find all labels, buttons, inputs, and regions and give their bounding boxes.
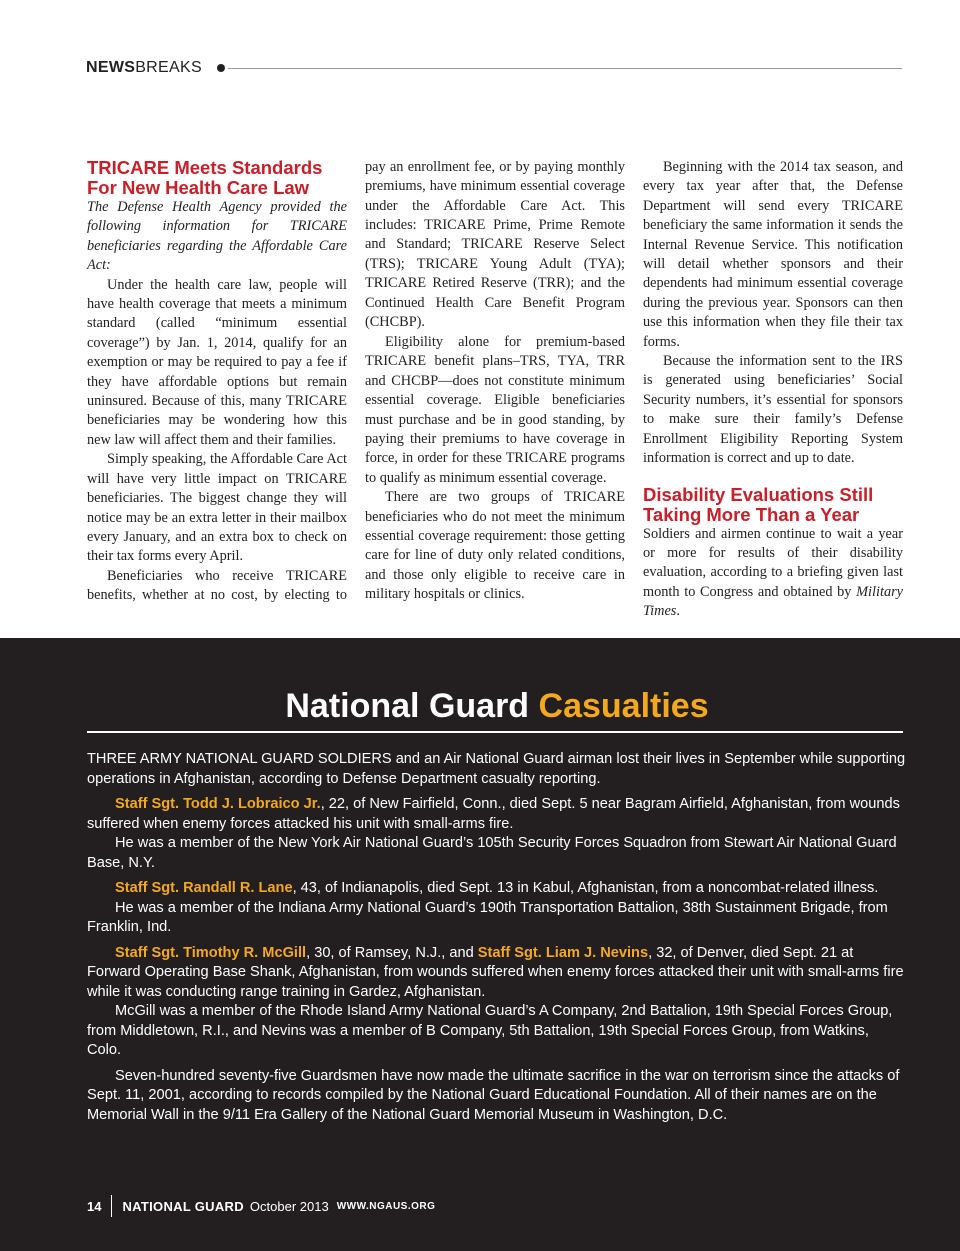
casualties-title: National Guard Casualties bbox=[285, 687, 709, 725]
page-number: 14 bbox=[87, 1198, 102, 1214]
footer-divider bbox=[111, 1195, 112, 1217]
casualty-entry: Staff Sgt. Todd J. Lobraico Jr., 22, of New Fairfield, Conn., died Sept. 5 near Bagram Airfield, Afghanistan, from wounds suffered when enemy forces attacked his unit with small-arms fire. bbox=[87, 796, 900, 832]
disability-heading: Disability Evaluations Still Taking More Than a Year bbox=[643, 483, 874, 525]
magazine-name: NATIONAL GUARD bbox=[122, 1198, 244, 1214]
page-footer bbox=[87, 1194, 435, 1218]
tricare-paragraph: There are two groups of TRICARE beneficiaries who do not meet the minimum essential coverage requirement: those getting care for line of duty only related conditions, and those only eligible to receive care in military hospitals or clinics. bbox=[365, 489, 625, 603]
tricare-paragraph: Simply speaking, the Affordable Care Act will have very little impact on TRICARE beneficiaries. The biggest change they will notice may be an extra letter in their mailbox every January, and an extra box to check on their tax forms every April. bbox=[87, 451, 347, 565]
tricare-intro: The Defense Health Agency provided the following information for TRICARE beneficiaries regarding the Affordable Care Act: bbox=[87, 199, 347, 274]
article-column-2 bbox=[365, 158, 625, 605]
tricare-paragraph-continued: pay an enrollment fee, or by paying monthly premiums, have minimum essential coverage under the Affordable Care Act. This includes: TRICARE Prime, Prime Remote and Standard; TRICARE Reserve Select (TRS); TRICARE Young Adult (TYA); TRICARE Retired Reserve (TRR); and the Continued Health Care Benefit Program (CHCBP). bbox=[365, 158, 625, 331]
tricare-paragraph: Because the information sent to the IRS is generated using beneficiaries’ Social Security numbers, it’s essential for sponsors to make sure their family’s Defense Enrollment Eligibility Reporting System information is correct and up to date. bbox=[643, 353, 903, 467]
tricare-paragraph: Beneficiaries who receive TRICARE benefits, whether at no cost, by electing to bbox=[87, 567, 347, 604]
tricare-paragraph: Eligibility alone for premium-based TRICARE benefit plans–TRS, TYA, TRR and CHCBP—does not constitute minimum essential coverage. Eligible beneficiaries must purchase and be in good standing, by paying their premiums to have coverage in force, in order for these TRICARE programs to qualify as minimum essential coverage. bbox=[365, 334, 625, 486]
casualties-section bbox=[0, 638, 960, 1251]
tricare-continuation-clip bbox=[365, 158, 625, 333]
casualty-entry: Staff Sgt. Randall R. Lane, 43, of Indianapolis, died Sept. 13 in Kabul, Afghanistan, from a noncombat-related illness. bbox=[115, 880, 879, 896]
header-bullet bbox=[217, 64, 225, 72]
title-rule bbox=[87, 731, 903, 733]
casualties-lead: THREE ARMY NATIONAL GUARD SOLDIERS and an Air National Guard airman lost their lives in September while supporting operations in Afghanistan, according to Defense Department casualty reporting. bbox=[87, 751, 906, 787]
website-url: WWW.NGAUS.ORG bbox=[336, 1200, 436, 1212]
casualties-body bbox=[87, 750, 907, 1125]
tricare-heading: TRICARE Meets Standards For New Health Care Law bbox=[87, 157, 323, 198]
casualty-unit: He was a member of the New York Air National Guard’s 105th Security Forces Squadron from Stewart Air National Guard Base, N.Y. bbox=[87, 835, 897, 871]
article-column-3 bbox=[643, 158, 903, 622]
casualties-closing: Seven-hundred seventy-five Guardsmen have now made the ultimate sacrifice in the war on terrorism since the attacks of Sept. 11, 2001, according to records compiled by the National Guard Educational Foundation. All of their names are on the Memorial Wall in the 9/11 Era Gallery of the National Guard Memorial Museum in Washington, D.C. bbox=[87, 1067, 900, 1123]
tricare-paragraph: Beginning with the 2014 tax season, and every tax year after that, the Defense Department will send every TRICARE beneficiary the same information it sends the Internal Revenue Service. This notification will detail whether sponsors and their dependents had minimum essential coverage during the previous year. Sponsors can then use this information when they file their tax forms. bbox=[643, 159, 903, 350]
disability-paragraph: Soldiers and airmen continue to wait a year or more for results of their disability evaluation, according to a briefing given last month to Congress and obtained by Military Times. bbox=[643, 525, 903, 620]
casualty-unit: He was a member of the Indiana Army National Guard’s 190th Transportation Battalion, 38th Sustainment Brigade, from Franklin, Ind. bbox=[87, 899, 888, 935]
header-rule bbox=[228, 68, 902, 69]
issue-date: October 2013 bbox=[249, 1198, 329, 1214]
article-column-1 bbox=[87, 158, 347, 606]
casualty-entry: Staff Sgt. Timothy R. McGill, 30, of Ramsey, N.J., and Staff Sgt. Liam J. Nevins, 32, of Denver, died Sept. 21 at Forward Operating Base Shank, Afghanistan, from wounds suffered when enemy forces attacked their unit with small-arms fire while it was conducting range training in Gardez, Afghanistan. bbox=[87, 944, 904, 1000]
tricare-paragraph: Under the health care law, people will have health coverage that meets a minimum standard (called “minimum essential coverage”) by Jan. 1, 2014, qualify for an exemption or may be required to pay a fee if they have affordable options but remain uninsured. Because of this, many TRICARE beneficiaries may be wondering how this new law will affect them and their families. bbox=[87, 276, 347, 448]
section-header bbox=[86, 58, 902, 78]
casualty-unit: McGill was a member of the Rhode Island Army National Guard’s A Company, 2nd Battalion, 19th Special Forces Group, from Middletown, R.I., and Nevins was a member of B Company, 5th Battalion, 19th Special Forces Group, from Watkins, Colo. bbox=[87, 1003, 893, 1058]
section-label: NEWSBREAKS bbox=[86, 59, 202, 76]
